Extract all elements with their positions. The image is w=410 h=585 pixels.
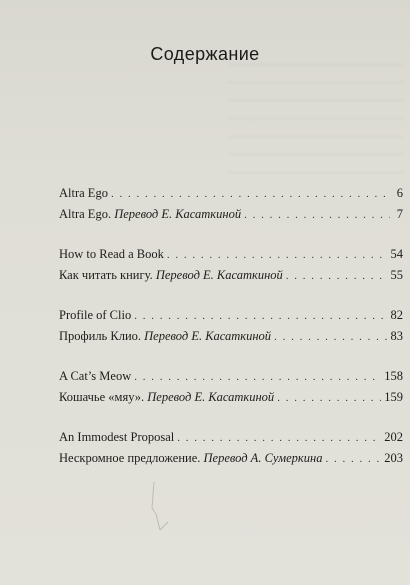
toc-entry[interactable]: [59, 247, 403, 268]
toc-page-number: 203: [384, 451, 403, 465]
toc-group: [59, 308, 403, 350]
toc-entry[interactable]: [59, 430, 403, 451]
toc-group: [59, 186, 403, 228]
toc-entry-title: An Immodest Proposal: [59, 430, 175, 444]
toc-page-number: 158: [384, 369, 403, 383]
toc-page-number: 6: [396, 186, 403, 200]
toc-entry[interactable]: [59, 329, 403, 350]
toc-entry[interactable]: [59, 268, 403, 289]
toc-entry-translator: Перевод Е. Касаткиной: [155, 268, 283, 282]
toc-entry-title: Кошачье «мяу». Перевод Е. Касаткиной: [59, 390, 275, 404]
leader-dots: [244, 209, 390, 221]
page-title: Содержание: [150, 44, 260, 64]
leader-dots: [167, 249, 388, 261]
toc-entry-translator: Перевод Е. Касаткиной: [144, 329, 272, 343]
toc-entry[interactable]: [59, 186, 403, 207]
toc-page-number: 54: [390, 247, 403, 261]
toc-entry-translator: Перевод Е. Касаткиной: [114, 207, 242, 221]
toc-entry-title: Altra Ego. Перевод Е. Касаткиной: [59, 207, 242, 221]
toc-page-number: 83: [390, 329, 403, 343]
table-of-contents: [59, 186, 403, 491]
leader-dots: [134, 371, 381, 383]
leader-dots: [274, 331, 387, 343]
toc-entry-title: Профиль Клио. Перевод Е. Касаткиной: [59, 329, 272, 343]
toc-entry-title: Profile of Clio: [59, 308, 132, 322]
toc-entry-title: A Cat’s Meow: [59, 369, 132, 383]
toc-page-number: 159: [384, 390, 403, 404]
toc-entry[interactable]: [59, 308, 403, 329]
leader-dots: [325, 453, 381, 465]
toc-entry-title: Нескромное предложение. Перевод А. Сумеркина: [59, 451, 323, 465]
toc-group: [59, 247, 403, 289]
show-through-text: [228, 54, 403, 174]
toc-page-number: 7: [396, 207, 403, 221]
leader-dots: [177, 432, 381, 444]
toc-entry[interactable]: [59, 390, 403, 411]
toc-group: [59, 430, 403, 472]
toc-entry-title: Altra Ego: [59, 186, 108, 200]
leader-dots: [277, 392, 381, 404]
toc-entry[interactable]: [59, 451, 403, 472]
leader-dots: [286, 270, 388, 282]
toc-page-number: 55: [390, 268, 403, 282]
toc-entry-title: Как читать книгу. Перевод Е. Касаткиной: [59, 268, 283, 282]
leader-dots: [111, 188, 390, 200]
toc-entry[interactable]: [59, 369, 403, 390]
toc-page-number: 202: [384, 430, 403, 444]
toc-page-number: 82: [390, 308, 403, 322]
toc-entry-translator: Перевод А. Сумеркина: [203, 451, 323, 465]
toc-entry-translator: Перевод Е. Касаткиной: [147, 390, 275, 404]
pencil-mark: [148, 478, 176, 538]
leader-dots: [134, 310, 387, 322]
toc-entry[interactable]: [59, 207, 403, 228]
toc-group: [59, 369, 403, 411]
toc-entry-title: How to Read a Book: [59, 247, 164, 261]
